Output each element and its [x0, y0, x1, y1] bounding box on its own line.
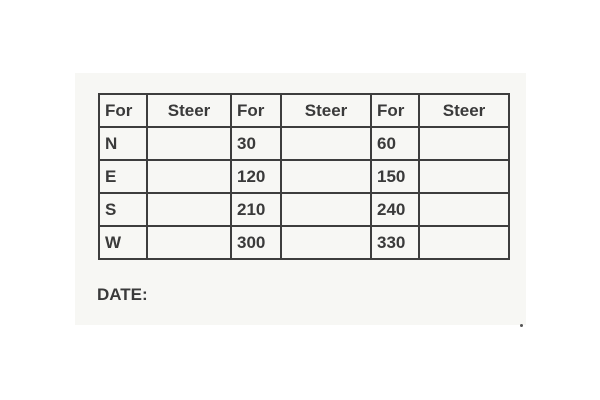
- for-cell: 210: [231, 193, 281, 226]
- steer-cell[interactable]: [147, 226, 231, 259]
- steer-cell[interactable]: [419, 226, 509, 259]
- for-cell: E: [99, 160, 147, 193]
- steer-cell[interactable]: [281, 226, 371, 259]
- steer-cell[interactable]: [281, 160, 371, 193]
- table-row: [99, 193, 509, 226]
- header-for-2: For: [231, 94, 281, 127]
- steer-cell[interactable]: [419, 193, 509, 226]
- for-cell: 300: [231, 226, 281, 259]
- header-steer-1: Steer: [147, 94, 231, 127]
- steer-cell[interactable]: [281, 193, 371, 226]
- steer-cell[interactable]: [147, 160, 231, 193]
- header-steer-2: Steer: [281, 94, 371, 127]
- header-for-1: For: [99, 94, 147, 127]
- steer-cell[interactable]: [281, 127, 371, 160]
- for-cell: 240: [371, 193, 419, 226]
- steer-cell[interactable]: [147, 127, 231, 160]
- compass-deviation-card: [75, 73, 526, 325]
- steer-cell[interactable]: [419, 127, 509, 160]
- for-cell: N: [99, 127, 147, 160]
- for-cell: S: [99, 193, 147, 226]
- for-cell: W: [99, 226, 147, 259]
- header-row: [99, 94, 509, 127]
- for-cell: 60: [371, 127, 419, 160]
- header-for-3: For: [371, 94, 419, 127]
- for-cell: 120: [231, 160, 281, 193]
- steer-cell[interactable]: [147, 193, 231, 226]
- for-cell: 330: [371, 226, 419, 259]
- table-row: [99, 127, 509, 160]
- date-label: DATE:: [97, 285, 148, 304]
- deviation-table: [98, 93, 510, 260]
- table-row: [99, 226, 509, 259]
- for-cell: 30: [231, 127, 281, 160]
- header-steer-3: Steer: [419, 94, 509, 127]
- table-row: [99, 160, 509, 193]
- steer-cell[interactable]: [419, 160, 509, 193]
- for-cell: 150: [371, 160, 419, 193]
- scan-speck: [520, 324, 523, 327]
